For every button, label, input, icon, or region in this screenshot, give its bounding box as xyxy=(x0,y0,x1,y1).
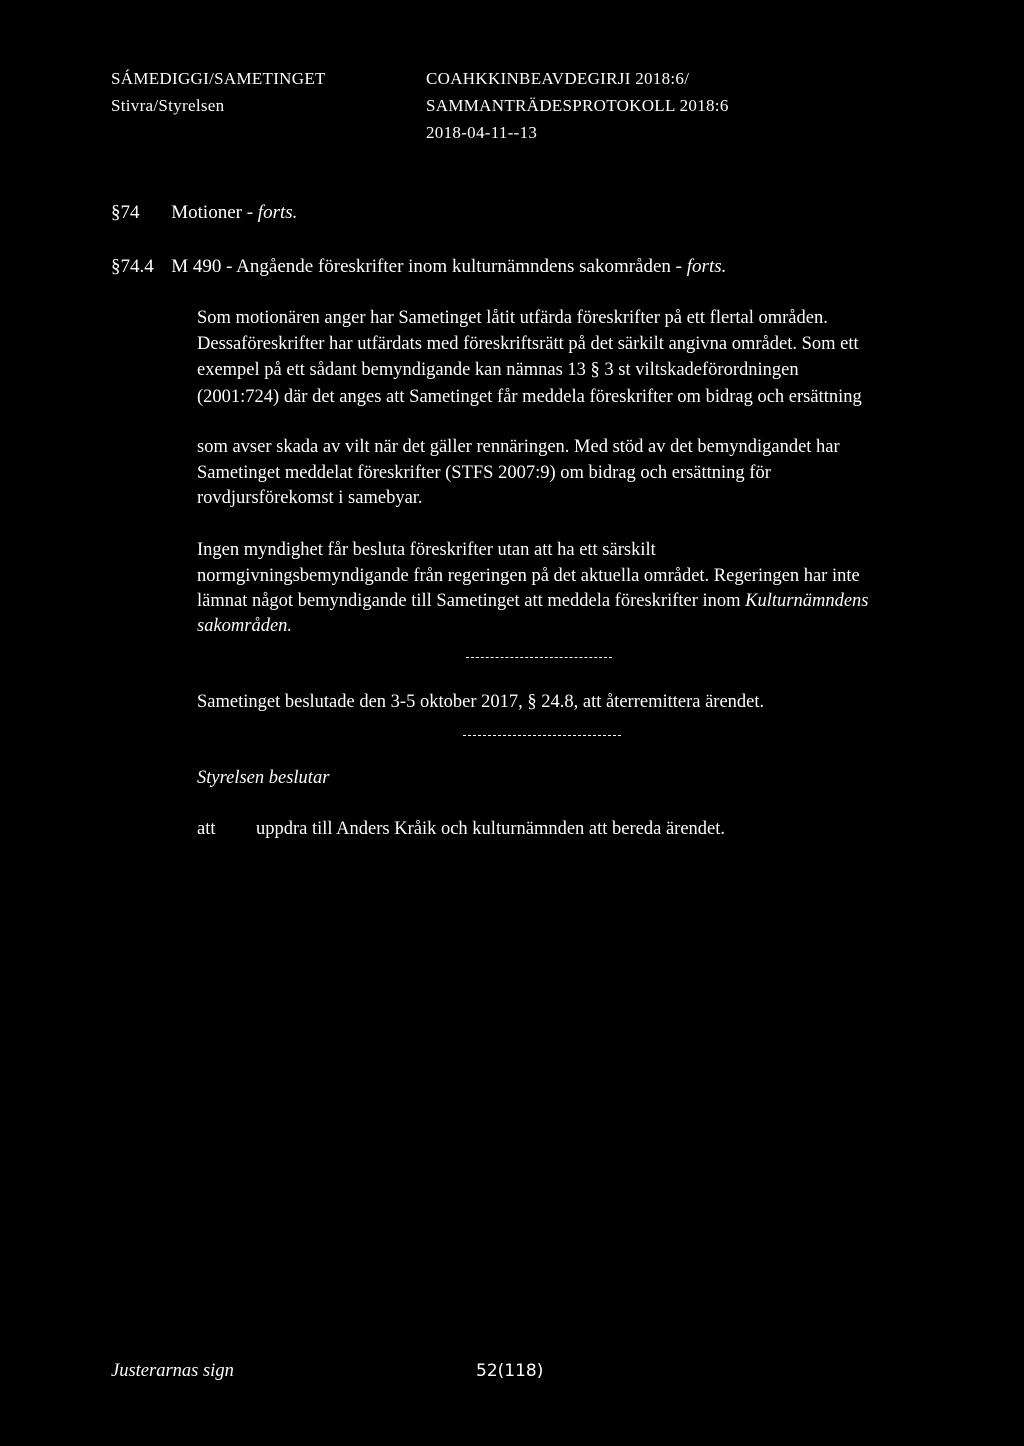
paragraph-2-line: Sametinget meddelat föreskrifter (STFS 2007:9) om bidrag och ersättning för xyxy=(197,463,771,483)
section-title: Motioner - xyxy=(171,202,254,223)
section-heading-74 xyxy=(111,202,297,224)
section-title: M 490 - Angående föreskrifter inom kulturnämndens sakområden - xyxy=(171,256,683,277)
section-number: 74.4 xyxy=(120,256,154,277)
decision-text: uppdra till Anders Kråik och kulturnämnden att bereda ärendet. xyxy=(256,819,726,839)
section-number: 74 xyxy=(120,202,140,223)
paragraph-1-line: Dessaföreskrifter har utfärdats med föreskriftsrätt på det särkilt angivna området. Som ett xyxy=(197,334,859,354)
section-title-suffix: forts. xyxy=(257,202,298,223)
organization-name: SÁMEDIGGI/SAMETINGET xyxy=(111,69,326,88)
section-symbol: § xyxy=(111,256,121,277)
page-number: 52(118) xyxy=(476,1361,544,1381)
paragraph-1-line: exempel på ett sådant bemyndigande kan nämnas 13 § 3 st viltskadeförordningen xyxy=(197,360,799,380)
paragraph-3-line: Ingen myndighet får besluta föreskrifter utan att ha ett särskilt xyxy=(197,540,656,560)
divider-line xyxy=(466,657,612,658)
paragraph-1-line: (2001:724) där det anges att Sametinget får meddela föreskrifter om bidrag och ersättning xyxy=(197,387,862,407)
paragraph-2-line: som avser skada av vilt när det gäller rennäringen. Med stöd av det bemyndigandet har xyxy=(197,437,840,457)
section-symbol: § xyxy=(111,202,121,223)
paragraph-3-line xyxy=(197,590,869,612)
paragraph-3-line: normgivningsbemyndigande från regeringen på det aktuella området. Regeringen har inte xyxy=(197,566,860,586)
paragraph-1-line: Som motionären anger har Sametinget låtit utfärda föreskrifter på ett flertal områden. xyxy=(197,308,828,328)
protocol-title-sami: COAHKKINBEAVDEGIRJI 2018:6/ xyxy=(426,69,690,88)
signature-label: Justerarnas sign xyxy=(111,1361,234,1381)
protocol-title: SAMMANTRÄDESPROTOKOLL 2018:6 xyxy=(426,96,729,115)
divider-line xyxy=(463,735,621,736)
att-label: att xyxy=(197,819,216,839)
section-heading-74-4 xyxy=(111,256,726,278)
protocol-date: 2018-04-11--13 xyxy=(426,123,538,142)
paragraph-3-line: sakområden. xyxy=(197,616,293,636)
decision-heading: Styrelsen beslutar xyxy=(197,768,330,788)
section-title-suffix: forts. xyxy=(686,256,727,277)
organization-unit: Stivra/Styrelsen xyxy=(111,96,225,115)
paragraph-3-italic-term: Kulturnämndens xyxy=(745,591,869,611)
paragraph-3-text: lämnat något bemyndigande till Sametinget att meddela föreskrifter inom xyxy=(197,591,741,611)
paragraph-2-line: rovdjursförekomst i samebyar. xyxy=(197,488,423,508)
decision-note: Sametinget beslutade den 3-5 oktober 2017, § 24.8, att återremittera ärendet. xyxy=(197,692,765,712)
